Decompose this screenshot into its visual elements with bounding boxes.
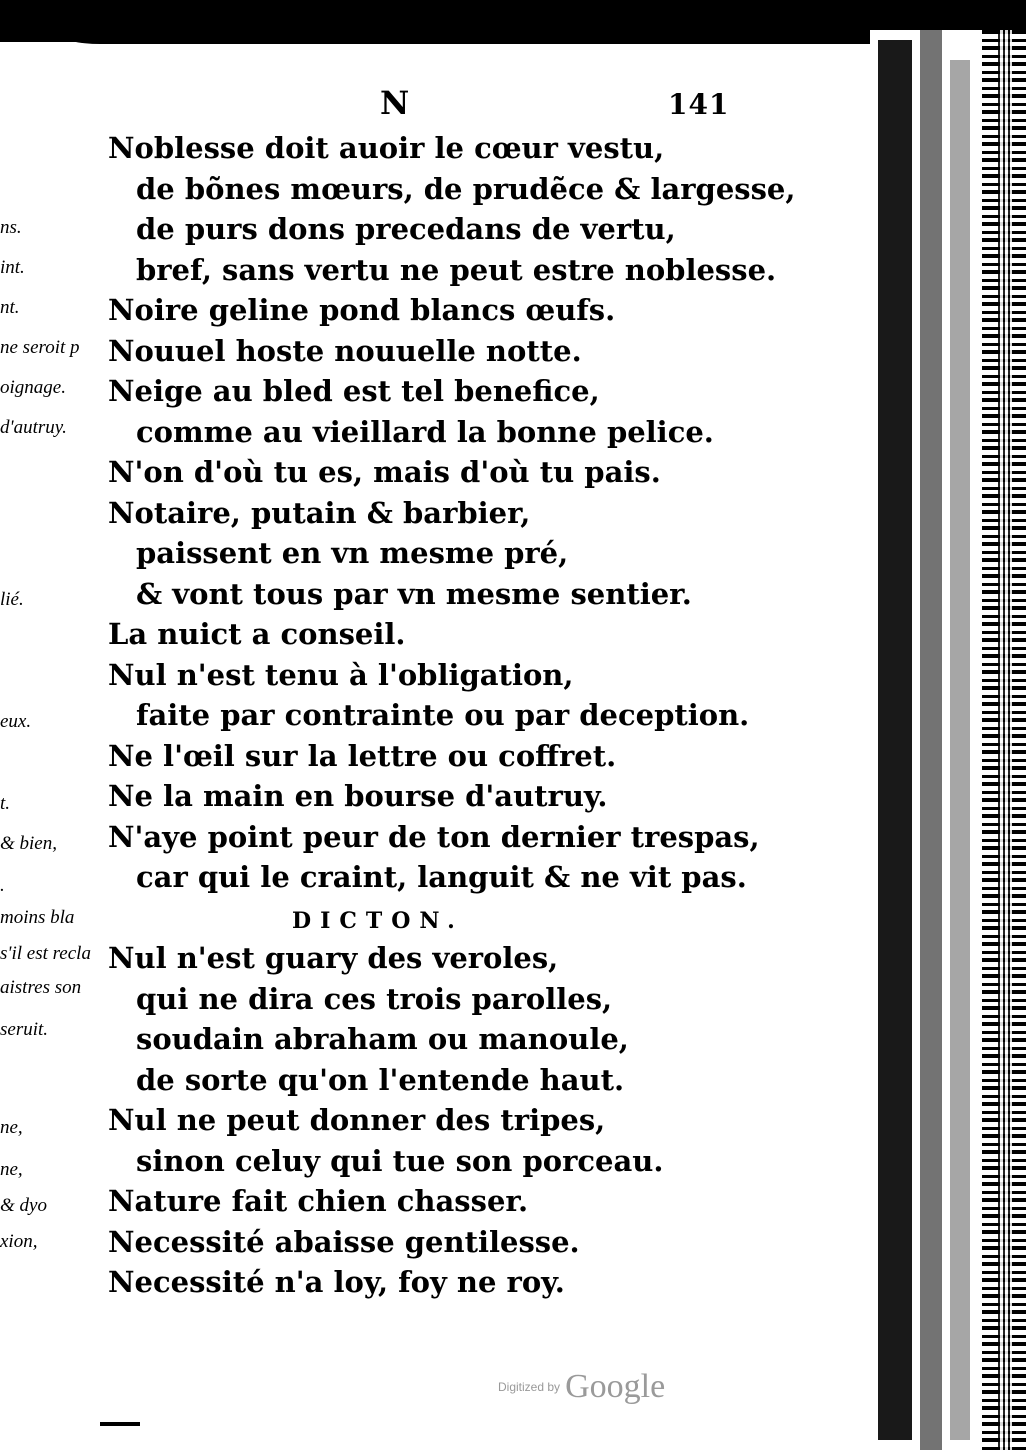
text-line: Nouuel hoste nouuelle notte. [108,333,582,368]
previous-page-fragment: t. [0,793,11,814]
previous-page-fragment: ne seroit p [0,337,80,358]
previous-page-fragment: ne, [0,1117,23,1138]
text-line: Noblesse doit auoir le cœur vestu, [108,131,665,165]
text-line: de purs dons precedans de vertu, [136,212,676,246]
text-line: de bõnes mœurs, de prudẽce & largesse, [136,171,796,206]
page-bottom-mark [100,1422,140,1426]
previous-page-fragment: ne, [0,1159,23,1180]
previous-page-fragment: & dyo [0,1195,47,1216]
section-letter: N [380,84,410,122]
text-line: Ne l'œil sur la lettre ou coffret. [108,738,617,773]
text-line: Necessité n'a loy, foy ne roy. [108,1265,565,1299]
text-line: Necessité abaisse gentilesse. [108,1224,580,1259]
google-logo: Google [565,1368,666,1405]
text-line: soudain abraham ou manoule, [136,1022,629,1056]
previous-page-fragment: s'il est recla [0,943,91,964]
previous-page-fragment: ns. [0,217,22,238]
text-line: N'on d'où tu es, mais d'où tu pais. [108,455,661,489]
previous-page-fragment: xion, [0,1231,38,1252]
text-line: car qui le craint, languit & ne vit pas. [136,860,747,894]
text-line: Nul n'est tenu à l'obligation, [108,657,574,692]
previous-page-fragment: nt. [0,297,20,318]
text-line: N'aye point peur de ton dernier trespas, [108,819,760,854]
text-line: La nuict a conseil. [108,617,406,651]
previous-page-fragment: oignage. [0,377,66,398]
previous-page-fragment: eux. [0,711,32,732]
text-line: Noire geline pond blancs œufs. [108,293,616,327]
text-line: faite par contrainte ou par deception. [136,698,750,732]
text-line: paissent en vn mesme pré, [136,536,569,570]
text-line: Neige au bled est tel benefice, [108,374,600,408]
digitization-credit [498,1368,665,1406]
previous-page-fragment: & bien, [0,833,57,854]
previous-page-fragment: . [0,875,5,896]
text-line: de sorte qu'on l'entende haut. [136,1062,625,1097]
text-line: & vont tous par vn mesme sentier. [136,576,692,611]
digitized-by-label: Digitized by [498,1380,561,1394]
text-line: Nul n'est guary des veroles, [108,941,559,975]
text-line: comme au vieillard la bonne pelice. [136,414,714,449]
text-line: qui ne dira ces trois parolles, [136,981,613,1016]
page-number: 141 [668,88,730,121]
text-line: Nature fait chien chasser. [108,1184,529,1218]
book-spine [870,30,1026,1450]
previous-page-fragment: lié. [0,589,24,610]
text-line: bref, sans vertu ne peut estre noblesse. [136,252,777,287]
previous-page-fragment: d'autruy. [0,417,67,438]
text-line: sinon celuy qui tue son porceau. [136,1143,664,1178]
previous-page-fragment: aistres son [0,977,82,998]
previous-page-fragment: moins bla [0,907,75,928]
text-line: Ne la main en bourse d'autruy. [108,779,608,813]
section-heading: DICTON. [292,907,464,934]
text-line: Nul ne peut donner des tripes, [108,1103,606,1137]
text-line: Notaire, putain & barbier, [108,495,531,530]
previous-page-fragment: seruit. [0,1019,49,1040]
previous-page-fragment: int. [0,257,25,278]
